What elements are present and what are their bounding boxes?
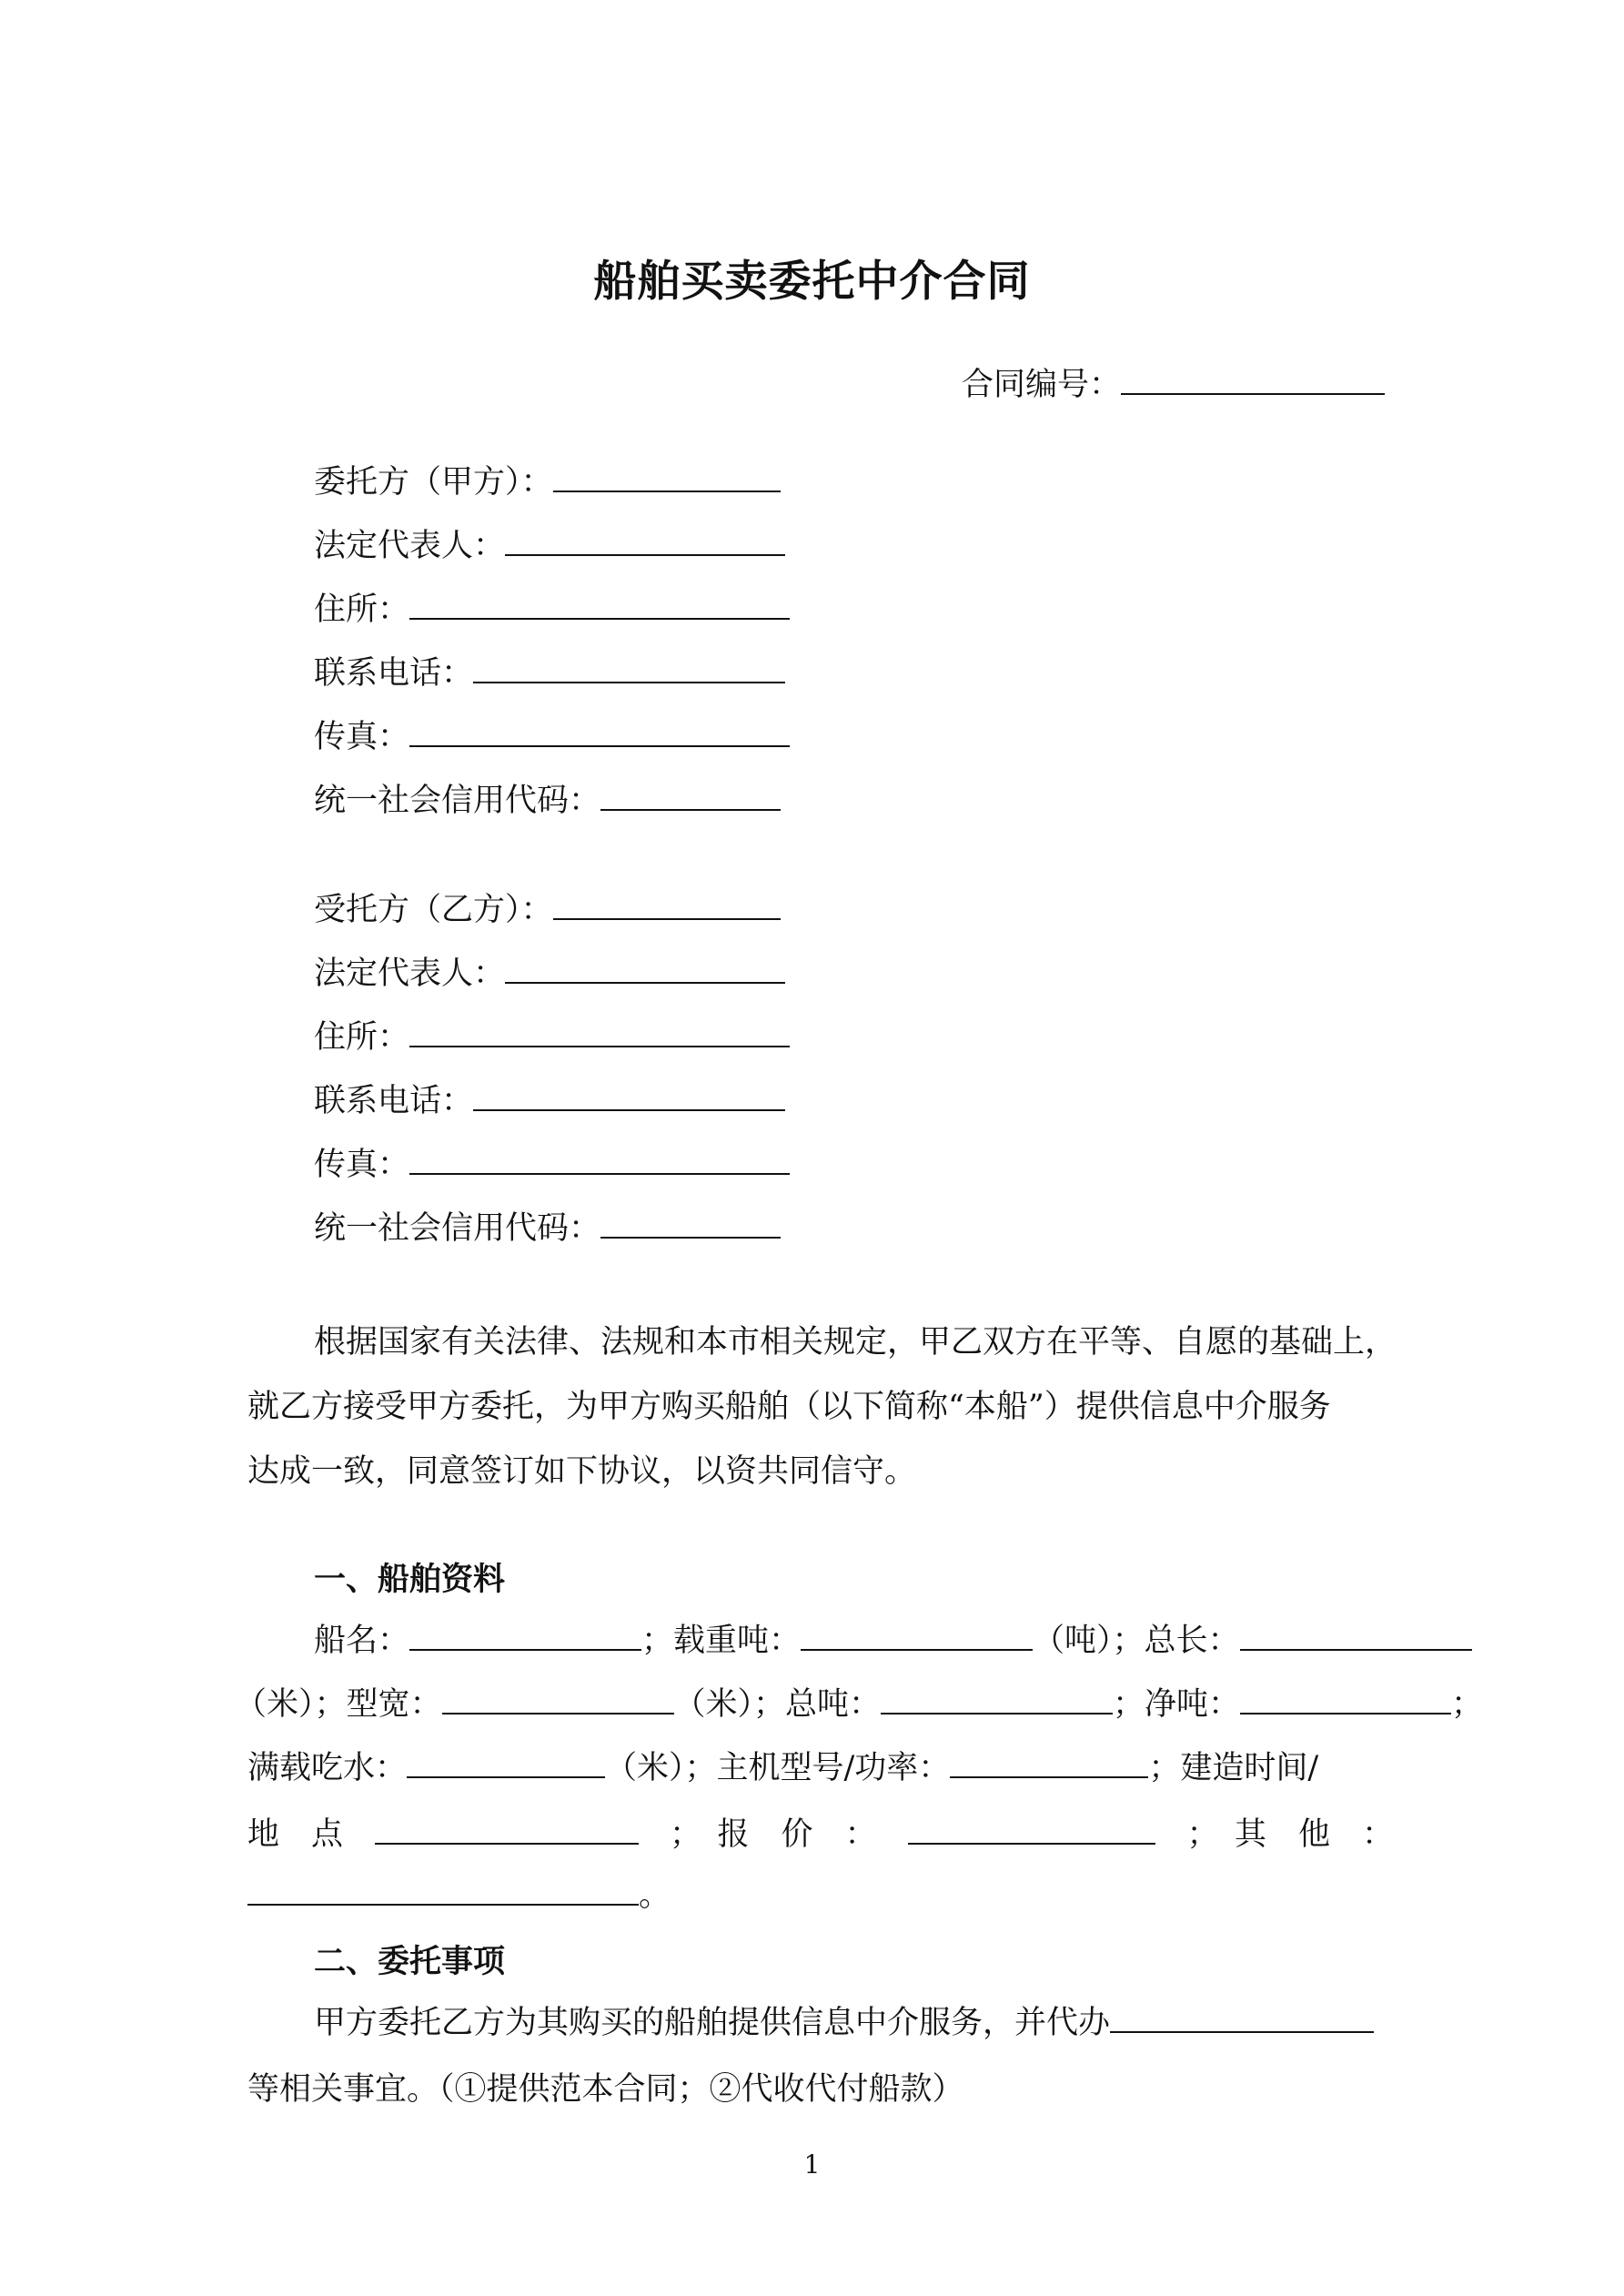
party-a-fax-row [314,714,790,757]
ship-name-label: 船名： [314,1623,410,1659]
party-b-rep-label: 法定代表人： [314,956,506,992]
contract-number-row [962,362,1385,405]
place-label: 地 点 [247,1816,344,1853]
party-a-rep-label: 法定代表人： [314,528,506,564]
party-a-credit-label: 统一社会信用代码： [314,783,601,819]
proxy-matters-blank[interactable] [1110,2000,1374,2033]
contract-number-label: 合同编号： [962,367,1122,403]
build-label: ；建造时间/ [1148,1750,1319,1786]
dwt-blank[interactable] [801,1618,1033,1651]
section-1-line-5 [247,1873,671,1916]
party-b-fax-blank[interactable] [409,1142,790,1175]
party-b-credit-row [314,1206,781,1249]
party-a-fax-blank[interactable] [409,714,790,747]
section-1-line-3 [247,1745,1394,1788]
party-b-phone-label: 联系电话： [314,1083,474,1119]
party-b-address-label: 住所： [314,1019,410,1056]
length-blank[interactable] [1240,1618,1472,1651]
meter-unit-label-2: （米）；总吨： [673,1686,882,1723]
party-a-heading-row [314,460,781,502]
place-blank[interactable] [375,1812,639,1845]
gross-ton-blank[interactable] [881,1682,1113,1714]
contract-number-blank[interactable] [1121,362,1385,395]
party-b-phone-row [314,1078,785,1121]
section-1-line-1 [314,1618,1387,1661]
net-ton-label: ；净吨： [1113,1686,1241,1723]
other-blank[interactable] [247,1873,639,1906]
draft-label: 满载吃水： [247,1750,408,1786]
section-2-heading: 二、委托事项 [314,1943,506,1980]
beam-blank[interactable] [442,1682,674,1714]
party-b-address-row [314,1015,790,1057]
dwt-label: ；载重吨： [641,1623,802,1659]
party-a-phone-blank[interactable] [473,651,785,683]
ton-unit-label: （吨）；总长： [1033,1623,1240,1659]
period: 。 [639,1877,671,1914]
page-number: 1 [803,2149,821,2180]
party-a-credit-blank[interactable] [600,778,781,811]
party-b-fax-label: 传真： [314,1147,410,1183]
party-b-address-blank[interactable] [409,1015,790,1047]
party-b-credit-label: 统一社会信用代码： [314,1210,601,1247]
party-b-heading-row [314,887,781,930]
party-a-name-blank[interactable] [553,460,781,492]
party-b-rep-row [314,951,785,994]
price-label: ； 报 价 ： [669,1816,877,1853]
net-ton-blank[interactable] [1240,1682,1451,1714]
section-2-line-2: 等相关事宜。（①提供范本合同；②代收代付船款） [247,2071,964,2108]
party-a-address-label: 住所： [314,592,410,628]
preamble-line-2: 就乙方接受甲方委托，为甲方购买船舶（以下简称“本船”）提供信息中介服务 [247,1389,1331,1425]
section-1-heading: 一、船舶资料 [314,1561,506,1598]
party-a-phone-row [314,651,785,693]
party-b-fax-row [314,1142,790,1185]
party-b-rep-blank[interactable] [505,951,785,984]
section-2-line-1 [314,2000,1374,2043]
engine-blank[interactable] [950,1745,1148,1778]
other-label: ； 其 他 ： [1186,1816,1394,1853]
section-2-text-1: 甲方委托乙方为其购买的船舶提供信息中介服务，并代办 [314,2005,1111,2041]
draft-blank[interactable] [407,1745,605,1778]
meter-unit-label-3: （米）；主机型号/功率： [605,1750,951,1786]
party-b-name-blank[interactable] [553,887,781,920]
party-a-phone-label: 联系电话： [314,655,474,692]
party-a-fax-label: 传真： [314,719,410,755]
preamble-line-3: 达成一致，同意签订如下协议，以资共同信守。 [247,1453,917,1490]
party-a-rep-row [314,523,785,566]
party-a-credit-row [314,778,781,821]
document-title: 船舶买卖委托中介合同 [593,257,1031,307]
party-b-phone-blank[interactable] [473,1078,785,1111]
section-1-line-2 [235,1682,1484,1725]
price-blank[interactable] [908,1812,1155,1845]
ship-name-blank[interactable] [409,1618,641,1651]
preamble-line-1: 根据国家有关法律、法规和本市相关规定，甲乙双方在平等、自愿的基础上， [314,1324,1397,1360]
party-a-rep-blank[interactable] [505,523,785,556]
semicolon-1: ； [1451,1686,1484,1723]
party-a-heading-label: 委托方（甲方）： [314,464,553,501]
party-a-address-blank[interactable] [409,587,790,620]
party-a-address-row [314,587,790,630]
section-1-line-4 [247,1809,1394,1855]
meter-unit-label-1: （米）；型宽： [235,1686,442,1723]
party-b-credit-blank[interactable] [600,1206,781,1239]
party-b-heading-label: 受托方（乙方）： [314,892,553,928]
